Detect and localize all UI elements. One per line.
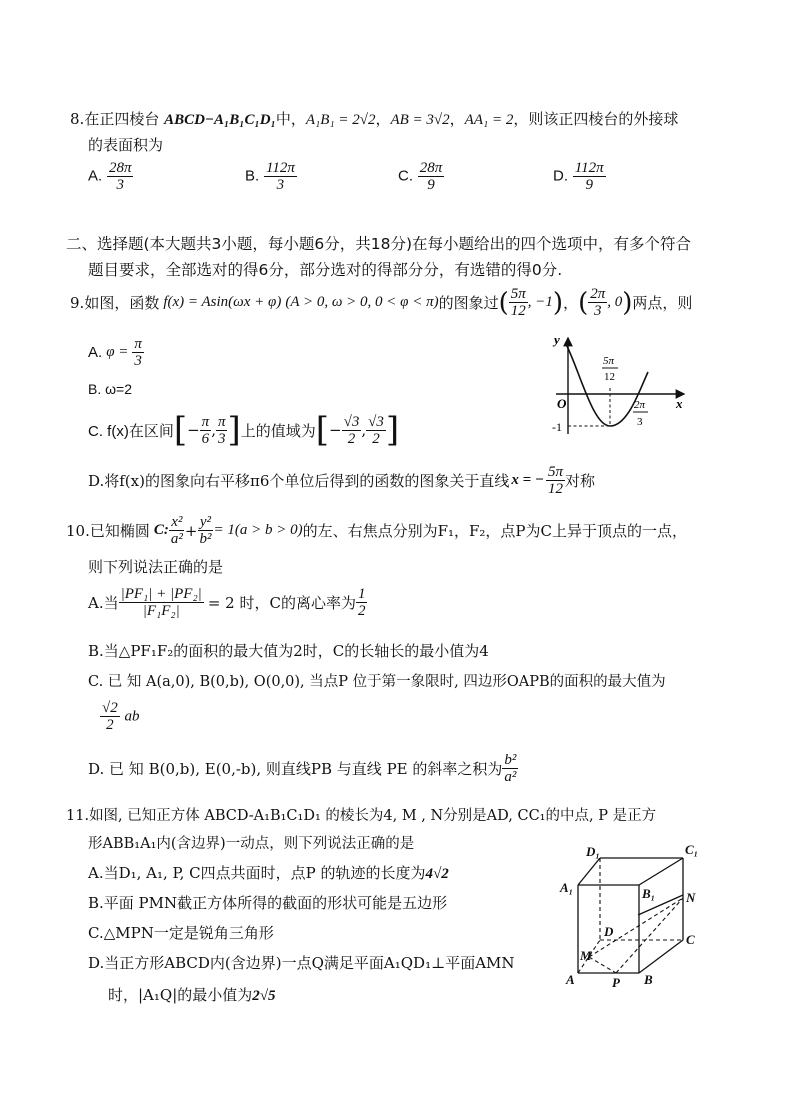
q10-option-a: A.当 $\frac{\text{|PF₁| + |PF₂|}}{\text{|F₁F₂|}}$ = 2 时，C的离心率为 $\frac{1}{2}$ [88, 586, 366, 619]
label-A1: A₁ [560, 880, 574, 895]
q8-line1: 8.在正四棱台 ABCD−A₁B₁C₁D₁中，A₁B₁ = 2√2，AB = 3√2，AA₁ = 2，则该正四棱台的外接球 [70, 110, 679, 128]
label-N: N [686, 890, 696, 905]
q11-stem-line2: 形ABB₁A₁内(含边界)一动点，则下列说法正确的是 [88, 836, 415, 852]
q11-option-d: D.当正方形ABCD内(含边界)一点Q满足平面A₁QD₁⊥平面AMN [88, 954, 515, 972]
q9-number: 9. [70, 293, 85, 312]
q11-option-c: C.△MPN一定是锐角三角形 [88, 924, 274, 942]
q10-stem-line2: 则下列说法正确的是 [88, 558, 224, 576]
label-P: P [612, 975, 620, 990]
section2-instructions: 题目要求，全部选对的得6分，部分选对的得部分分，有选错的得0分. [88, 261, 563, 279]
q8-option-c: C. $\frac{28\pi}{9}$ [398, 160, 443, 193]
q10-option-b: B.当△PF₁F₂的面积的最大值为2时，C的长轴长的最小值为4 [88, 642, 489, 660]
q11-stem-line1: 11.如图, 已知正方体 ABCD-A₁B₁C₁D₁ 的棱长为4, M , N分别是AD, CC₁的中点, P 是正方 [66, 808, 657, 824]
q10-option-d: D. 已 知 B(0,b), E(0,-b), 则直线PB 与直线 PE 的斜率之积为 $\frac{\text{b²}}{\text{a²}}$ [88, 752, 517, 785]
tick-5pi-12-num: 5π [603, 355, 615, 367]
q10-stem: 10. 已知椭圆 C: $\frac{\text{x²}}{\text{a²}}$ + $\frac{\text{y²}}{\text{b²}}$ = 1(a > b > 0) 的左、右焦点分别为F₁，F₂，点P为C上异于顶点的一点， [66, 514, 687, 547]
q11-option-b: B.平面 PMN截正方体所得的截面的形状可能是五边形 [88, 894, 448, 912]
q9-option-a: A. φ = $\frac{\pi}{3}$ [88, 336, 142, 369]
q11-number: 11. [66, 808, 90, 824]
q9-sine-graph [548, 334, 688, 439]
q9-stem: 9. 如图，函数 f(x) = Asin(ωx + φ) (A > 0, ω > 0, 0 < φ < π) 的图象过 ( $\frac{5\pi}{12}$ , −1 ) ， ( $\frac{2\pi}{3}$ , 0 ) 两点，则 [70, 286, 693, 319]
q9-function: f(x) = Asin(ωx + φ) [163, 294, 282, 310]
x-label: x [676, 396, 683, 411]
label-D1: D₁ [586, 844, 600, 859]
label-A: A [566, 972, 575, 987]
tick-5pi-12-den: 12 [604, 371, 615, 383]
label-B1: B₁ [642, 886, 656, 901]
q11-cube-figure [556, 840, 716, 990]
neg-one-label: -1 [552, 420, 562, 434]
q10-option-c: C. 已 知 A(a,0), B(0,b), O(0,0), 当点P 位于第一象限时, 四边形OAPB的面积的最大值为 [88, 674, 666, 690]
q9-option-c: C. f(x)在区间 [ − $\frac{\pi}{6}$ , $\frac{\pi}{3}$ ] 上的值域为 [ − $\frac{√3}{2}$ , $\frac{√3}{2}$ ] [88, 410, 400, 450]
q8-option-d: D. $\frac{112\pi}{9}$ [553, 160, 604, 193]
label-C: C [686, 932, 695, 947]
q8-line2: 的表面积为 [88, 136, 164, 154]
q10-number: 10. [66, 521, 90, 540]
q8-option-b: B. $\frac{112\pi}{3}$ [245, 160, 295, 193]
label-B: B [644, 972, 653, 987]
tick-2pi-3-num: 2π [634, 399, 646, 411]
q9-option-b: B. ω=2 [88, 381, 133, 397]
q10-option-c-value: $\frac{√2}{2}$ ab [102, 700, 140, 733]
label-D: D [604, 924, 614, 939]
origin-label: O [557, 396, 567, 411]
label-M: M [580, 948, 592, 963]
guide-lines [568, 386, 610, 426]
q8-option-a: A. $\frac{28\pi}{3}$ [88, 160, 132, 193]
q11-option-d-line2: 时，|A₁Q|的最小值为2√5 [108, 986, 276, 1004]
q8-solid: ABCD−A₁B₁C₁D₁ [164, 112, 276, 128]
tick-2pi-3-den: 3 [637, 416, 643, 428]
y-label: y [554, 334, 560, 347]
q9-option-d: D.将f(x)的图象向右平移π6个单位后得到的函数的图象关于直线 x = − $\frac{5\pi}{12}$ 对称 [88, 464, 596, 497]
q8-number: 8. [70, 110, 85, 128]
q11-option-a: A.当D₁, A₁, P, C四点共面时，点P 的轨迹的长度为4√2 [88, 864, 449, 882]
label-C1: C₁ [685, 842, 699, 857]
section2-heading: 二、选择题(本大题共3小题，每小题6分，共18分)在每小题给出的四个选项中，有多个符合 [66, 235, 692, 253]
